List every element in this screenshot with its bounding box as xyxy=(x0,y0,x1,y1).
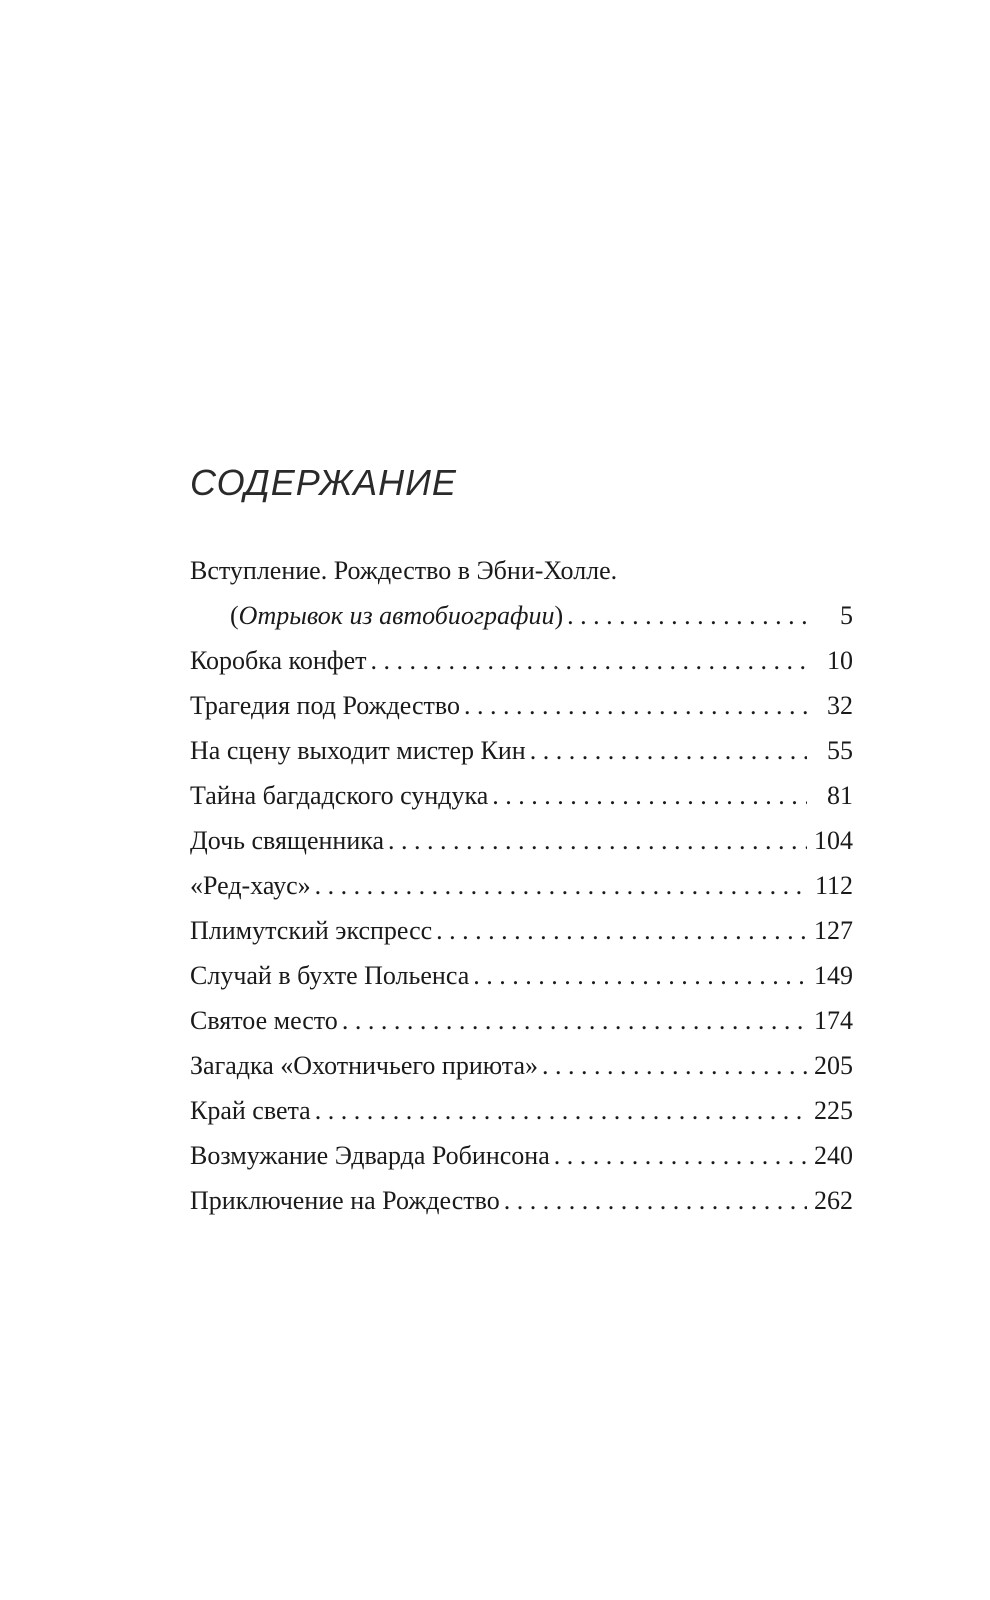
toc-entry xyxy=(190,1043,853,1088)
toc-entry xyxy=(190,998,853,1043)
toc-entry-title: Дочь священника xyxy=(190,826,385,855)
dot-leader xyxy=(530,728,807,773)
subtitle-close-paren: ) xyxy=(554,601,564,630)
dot-leader xyxy=(342,998,807,1043)
toc-entry-row xyxy=(190,998,853,1043)
dot-leader xyxy=(473,953,807,998)
toc-entry-page: 5 xyxy=(840,601,853,630)
toc-entry-title: Приключение на Рождество xyxy=(190,1186,500,1215)
toc-entry xyxy=(190,548,853,638)
toc-entry-title: На сцену выходит мистер Кин xyxy=(190,736,526,765)
toc-entry-row xyxy=(190,1178,853,1223)
subtitle-open-paren: ( xyxy=(230,601,239,630)
dot-leader xyxy=(464,683,807,728)
toc-entry-title: Край света xyxy=(190,1096,311,1125)
dot-leader xyxy=(554,1133,807,1178)
toc-entry-row xyxy=(190,1088,853,1133)
dot-leader xyxy=(388,818,807,863)
toc-entry-page: 32 xyxy=(827,691,853,720)
toc-entry xyxy=(190,728,853,773)
toc-entry-title: Возмужание Эдварда Робинсона xyxy=(190,1141,550,1170)
toc-entry-row xyxy=(190,818,853,863)
toc-entry-row xyxy=(190,1043,853,1088)
toc-entry-title: «Ред-хаус» xyxy=(190,871,311,900)
toc-entry-row xyxy=(190,683,853,728)
toc-entry-page: 262 xyxy=(814,1186,853,1215)
dot-leader xyxy=(315,863,807,908)
toc-entry-title: Коробка конфет xyxy=(190,646,367,675)
toc-entry-title: Тайна багдадского сундука xyxy=(190,781,489,810)
toc-entry-page: 81 xyxy=(827,781,853,810)
toc-entry xyxy=(190,818,853,863)
toc-entry-row xyxy=(190,953,853,998)
toc-entry-page: 225 xyxy=(814,1096,853,1125)
dot-leader xyxy=(492,773,807,818)
toc-entry-page: 149 xyxy=(814,961,853,990)
toc-entry-title: Плимутский экспресс xyxy=(190,916,433,945)
toc-entry xyxy=(190,1178,853,1223)
toc-entry-page: 55 xyxy=(827,736,853,765)
toc-entry-page: 104 xyxy=(814,826,853,855)
toc-entry-page: 127 xyxy=(814,916,853,945)
toc-entry xyxy=(190,773,853,818)
toc-entry-title: Случай в бухте Польенса xyxy=(190,961,470,990)
toc-entry-subtitle xyxy=(230,593,563,638)
subtitle-text: Отрывок из автобиографии xyxy=(238,601,555,630)
dot-leader xyxy=(567,593,807,638)
toc-entry-title: Святое место xyxy=(190,1006,338,1035)
toc-entry-title: Загадка «Охотничьего приюта» xyxy=(190,1051,539,1080)
dot-leader xyxy=(542,1043,807,1088)
toc-entry xyxy=(190,1133,853,1178)
toc-entry-page: 112 xyxy=(814,871,853,900)
dot-leader xyxy=(504,1178,807,1223)
toc-entry-page: 174 xyxy=(814,1006,853,1035)
toc-entry xyxy=(190,683,853,728)
toc-entry-title: Вступление. Рождество в Эбни-Холле. xyxy=(190,556,618,585)
toc-entry-page: 240 xyxy=(814,1141,853,1170)
toc-entry-page: 205 xyxy=(814,1051,853,1080)
toc-entry-row xyxy=(190,908,853,953)
toc-entry-page: 10 xyxy=(827,646,853,675)
toc-entry-subline xyxy=(190,593,853,638)
toc-entry-row xyxy=(190,728,853,773)
toc-entry xyxy=(190,953,853,998)
dot-leader xyxy=(371,638,807,683)
toc-entry xyxy=(190,1088,853,1133)
toc-entry-title: Трагедия под Рождество xyxy=(190,691,460,720)
toc-entry xyxy=(190,908,853,953)
toc-entry-row xyxy=(190,638,853,683)
toc-entry-row xyxy=(190,773,853,818)
toc-entry-row xyxy=(190,863,853,908)
toc-entry-row xyxy=(190,1133,853,1178)
toc-heading: СОДЕРЖАНИЕ xyxy=(190,462,457,503)
toc-list xyxy=(190,548,853,1223)
dot-leader xyxy=(315,1088,807,1133)
toc-entry xyxy=(190,863,853,908)
toc-entry xyxy=(190,638,853,683)
dot-leader xyxy=(436,908,807,953)
